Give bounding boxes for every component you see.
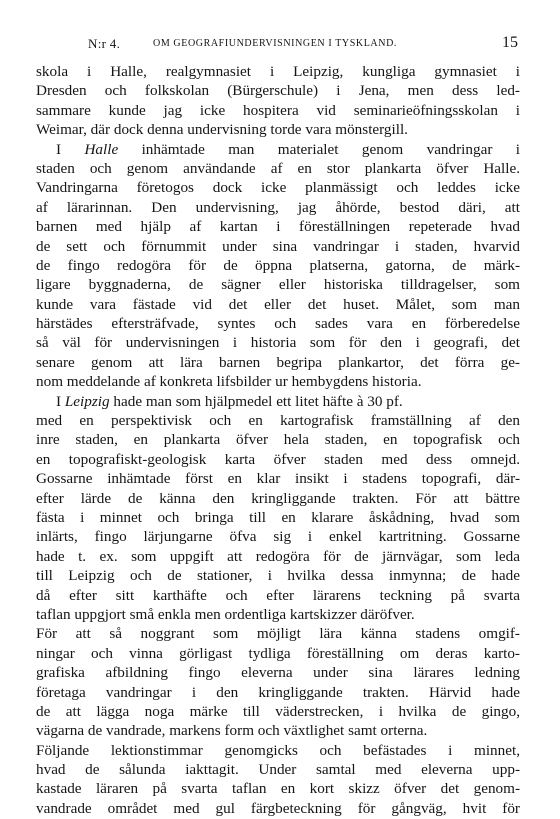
text-line: kastade läraren på svarta taflan en kort skizz öfver det genom- [36, 780, 520, 798]
place-name: Halle [84, 140, 119, 158]
body-text [36, 62, 520, 818]
text-line: staden och genom användande af en stor plankarta öfver Halle. [36, 159, 520, 177]
text-line: de fingo redogöra för de öppna platserna, gatorna, de märk- [36, 256, 520, 274]
text-line: Weimar, där dock denna undervisning torde vara mönstergill. [36, 121, 408, 139]
running-header [40, 34, 518, 54]
text-line: efter lärde de känna den kringliggande trakten. För att bättre [36, 489, 520, 507]
text-line: företaga vandringar i den kringliggande trakten. Härvid hade [36, 683, 520, 701]
text-line: kunde vara fästade vid det eller det huset. Målet, som man [36, 295, 520, 313]
text-line: skola i Halle, realgymnasiet i Leipzig, kungliga gymnasiet i [36, 63, 520, 80]
text-line: fästa i minnet och bringa till en klarare åskådning, hvad som [36, 508, 520, 526]
text-line: nom meddelande af konkreta lifsbilder ur hembygdens historia. [36, 373, 422, 391]
text-line: sammare kunde jag icke hospitera vid seminarieöfningsskolan i [36, 101, 520, 119]
text-line: ligare byggnaderna, de sägner eller historiska tilldragelser, som [36, 276, 520, 294]
text-line: då efter sitt karthäfte och efter lärarens teckning på svarta [36, 586, 520, 604]
text-line: af lärarinnan. Den undervisning, jag åhörde, bestod däri, att [36, 198, 520, 216]
text-line: barnen med hjälp af kartan i föreställningen repeterade hvad [36, 218, 520, 236]
text-line: de att lägga noga märke till väderstrecken, i hvilka de gingo, [36, 702, 520, 720]
text-line: en topografiskt-geologisk karta öfver staden med dess omnejd. [36, 450, 520, 468]
text-line: härstädes eftersträfvade, syntes och sades vara en förberedelse [36, 315, 520, 333]
text-line: I Leipzig hade man som hjälpmedel ett litet häfte à 30 pf. [56, 392, 403, 410]
text-line: inre staden, en plankarta öfver hela staden, en topografisk och [36, 431, 520, 449]
text-line: de sett och förnummit under sina vandringar i staden, hvarvid [36, 237, 520, 255]
place-name: Leipzig [64, 392, 110, 410]
text-line: hvad de sålunda iakttagit. Under samtal med eleverna upp- [36, 761, 520, 779]
text-line: Gossarne inhämtade först en klar insikt i stadens topografi, där- [36, 470, 520, 488]
text-line: grafiska afbildning fingo eleverna under sina lärares ledning [36, 664, 520, 682]
text-line: senare genom att lära barnen begripa plankartor, det förra ge- [36, 353, 520, 371]
issue-number: N:r 4. [88, 36, 121, 51]
text-line: taflan uppgjort små enkla men ordentliga kartskizzer däröfver. [36, 605, 415, 623]
text-line: Dresden och folkskolan (Bürgerschule) i Jena, men dess led- [36, 82, 520, 100]
page-number: 15 [502, 34, 518, 51]
text-line: så väl för undervisningen i historia som för den i geografi, det [36, 334, 520, 352]
text-line: Följande lektionstimmar genomgicks och befästades i minnet, [36, 741, 520, 759]
text-line: vägarna de vandrade, markens form och växtlighet samt orterna. [36, 722, 428, 740]
text-line: ningar och vinna görligast tydliga föreställning om deras karto- [36, 644, 520, 662]
text-line: hade t. ex. som uppgift att redogöra för de järnvägar, som leda [36, 547, 520, 565]
text-line: I Halle inhämtade man materialet genom vandringar i [56, 140, 520, 158]
text-line: till Leipzig och de stationer, i hvilka dessa inmynna; de hade [36, 567, 520, 585]
text-line: Vandringarna företogos dock icke planmässigt och leddes icke [36, 179, 520, 197]
text-line: med en perspektivisk och en kartografisk framställning af den [36, 412, 520, 430]
chapter-title: OM GEOGRAFIUNDERVISNINGEN I TYSKLAND. [153, 38, 397, 49]
text-line: För att så noggrant som möjligt lära känna stadens omgif- [36, 625, 520, 643]
text-line: vandrade området med gul färgbeteckning för gångväg, hvit för [36, 799, 520, 817]
text-line: inlärts, fingo lärjungarne öfva sig i enkel kartritning. Gossarne [36, 528, 520, 546]
